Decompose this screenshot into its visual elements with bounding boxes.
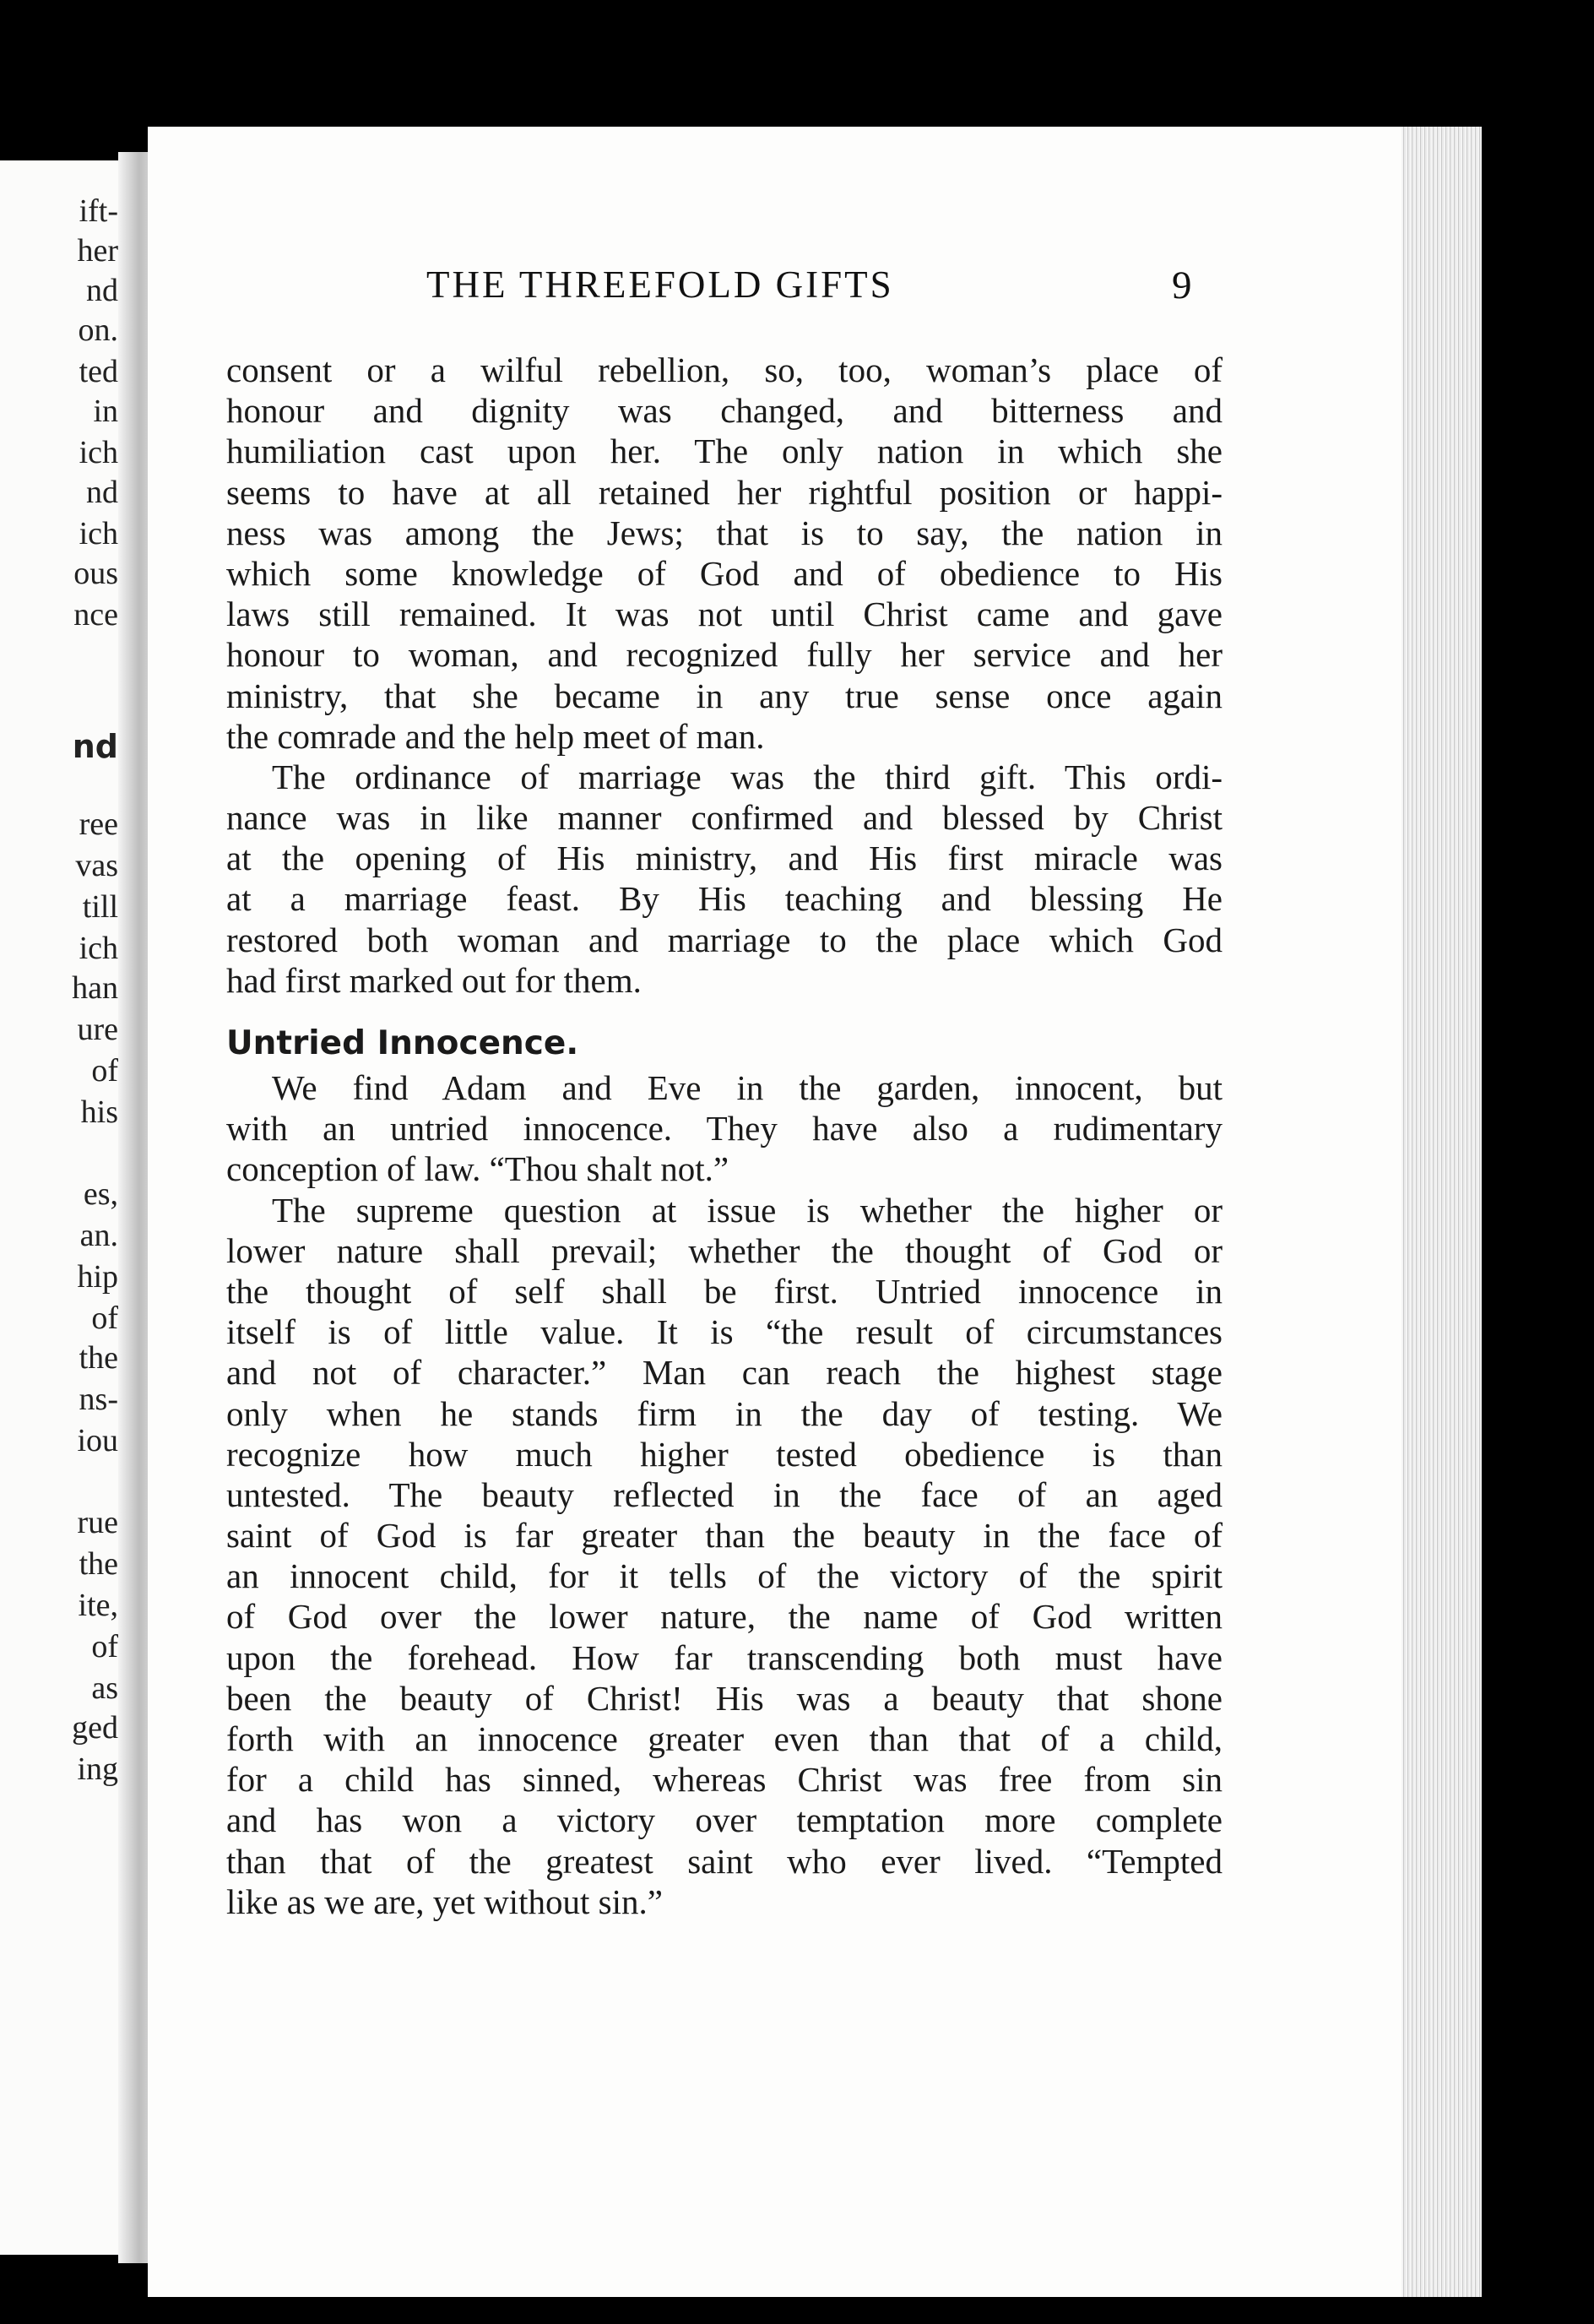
text-line: with an untried innocence. They have also a rudimentary: [226, 1109, 1223, 1148]
body-text: [226, 350, 1223, 1922]
facing-page-text-fragment: ift-: [79, 193, 118, 229]
text-line: at a marriage feast. By His teaching and blessing He: [226, 879, 1223, 919]
text-line: We find Adam and Eve in the garden, innocent, but: [272, 1068, 1223, 1107]
facing-page-text-fragment: of: [91, 1629, 118, 1664]
facing-page-text-fragment: ich: [79, 931, 118, 966]
text-line: laws still remained. It was not until Christ came and gave: [226, 595, 1223, 634]
page-edges: [1402, 127, 1482, 2297]
facing-page-text-fragment: es,: [83, 1176, 118, 1212]
paragraph: [226, 1190, 1223, 1922]
facing-page-text-fragment: han: [72, 970, 118, 1006]
facing-page-text-fragment: vas: [75, 848, 118, 883]
facing-page-text-fragment: iou: [77, 1423, 118, 1458]
facing-page-text-fragment: nd: [86, 475, 118, 510]
facing-page-text-fragment: her: [77, 233, 118, 269]
page-number: 9: [1172, 263, 1192, 307]
facing-page-text-fragment: ns-: [79, 1382, 118, 1417]
facing-page-text-fragment: nd: [86, 273, 118, 308]
facing-page-fragment: [0, 160, 127, 2255]
text-line: The ordinance of marriage was the third gift. This ordi-: [272, 757, 1223, 796]
facing-page-text-fragment: nd: [72, 728, 118, 765]
text-line: an innocent child, for it tells of the victory of the spirit: [226, 1556, 1223, 1596]
text-line: recognize how much higher tested obedience is than: [226, 1434, 1223, 1474]
text-line: than that of the greatest saint who ever lived. “Tempted: [226, 1841, 1223, 1881]
facing-page-text-fragment: of: [91, 1053, 118, 1089]
text-line: and not of character.” Man can reach the highest stage: [226, 1353, 1223, 1393]
facing-page-text-fragment: nce: [73, 597, 118, 633]
text-line: upon the forehead. How far transcending both must have: [226, 1637, 1223, 1677]
text-line: humiliation cast upon her. The only nation in which she: [226, 432, 1223, 471]
text-line: honour and dignity was changed, and bitterness and: [226, 391, 1223, 431]
paragraph: [226, 757, 1223, 1001]
facing-page-text-fragment: on.: [78, 312, 118, 348]
text-line: the comrade and the help meet of man.: [226, 716, 765, 756]
facing-page-text-fragment: ged: [72, 1710, 118, 1746]
text-line: ministry, that she became in any true sense once again: [226, 676, 1223, 715]
text-line: restored both woman and marriage to the place which God: [226, 920, 1223, 959]
facing-page-text-fragment: ich: [79, 516, 118, 551]
facing-page-text-fragment: till: [82, 889, 118, 925]
facing-page-text-fragment: rue: [77, 1505, 118, 1540]
section-heading: Untried Innocence.: [226, 1024, 579, 1062]
text-line: seems to have at all retained her rightful position or happi-: [226, 472, 1223, 512]
facing-page-text-fragment: of: [91, 1300, 118, 1336]
facing-page-text-fragment: ous: [73, 556, 118, 591]
text-line: consent or a wilful rebellion, so, too, woman’s place of: [226, 350, 1223, 389]
facing-page-text-fragment: an.: [79, 1218, 118, 1253]
text-line: nance was in like manner confirmed and blessed by Christ: [226, 798, 1223, 838]
text-line: only when he stands firm in the day of testing. We: [226, 1393, 1223, 1433]
text-line: been the beauty of Christ! His was a beauty that shone: [226, 1678, 1223, 1718]
text-line: like as we are, yet without sin.”: [226, 1881, 663, 1921]
facing-page-text-fragment: ite,: [78, 1588, 118, 1623]
facing-page-text-fragment: ure: [77, 1012, 118, 1047]
facing-page-text-fragment: ree: [79, 806, 118, 842]
text-line: the thought of self shall be first. Untried innocence in: [226, 1271, 1223, 1311]
text-line: ness was among the Jews; that is to say, the nation in: [226, 513, 1223, 552]
facing-page-text-fragment: as: [91, 1670, 118, 1706]
text-line: untested. The beauty reflected in the face of an aged: [226, 1474, 1223, 1514]
text-line: for a child has sinned, whereas Christ was free from sin: [226, 1760, 1223, 1800]
text-line: had first marked out for them.: [226, 960, 642, 1000]
text-line: honour to woman, and recognized fully her service and her: [226, 635, 1223, 675]
text-line: The supreme question at issue is whether the higher or: [272, 1190, 1223, 1230]
text-line: at the opening of His ministry, and His first miracle was: [226, 839, 1223, 878]
facing-page-text-fragment: his: [80, 1094, 118, 1130]
running-head: THE THREEFOLD GIFTS: [426, 263, 894, 306]
text-line: and has won a victory over temptation more complete: [226, 1800, 1223, 1840]
text-line: lower nature shall prevail; whether the thought of God or: [226, 1230, 1223, 1270]
facing-page-text-fragment: ich: [79, 435, 118, 470]
facing-page-text-fragment: hip: [77, 1259, 118, 1295]
text-line: itself is of little value. It is “the result of circumstances: [226, 1312, 1223, 1352]
facing-page-text-fragment: in: [93, 394, 118, 429]
facing-page-text-fragment: ted: [79, 354, 118, 389]
text-line: which some knowledge of God and of obedience to His: [226, 553, 1223, 593]
text-line: of God over the lower nature, the name of God written: [226, 1597, 1223, 1637]
facing-page-text-fragment: the: [79, 1546, 118, 1582]
text-line: forth with an innocence greater even than that of a child,: [226, 1719, 1223, 1758]
text-line: saint of God is far greater than the beauty in the face of: [226, 1516, 1223, 1556]
facing-page-text-fragment: ing: [77, 1751, 118, 1787]
facing-page-text-fragment: the: [79, 1340, 118, 1376]
paragraph: [226, 1067, 1223, 1190]
text-line: conception of law. “Thou shalt not.”: [226, 1149, 729, 1189]
paragraph: [226, 350, 1223, 757]
